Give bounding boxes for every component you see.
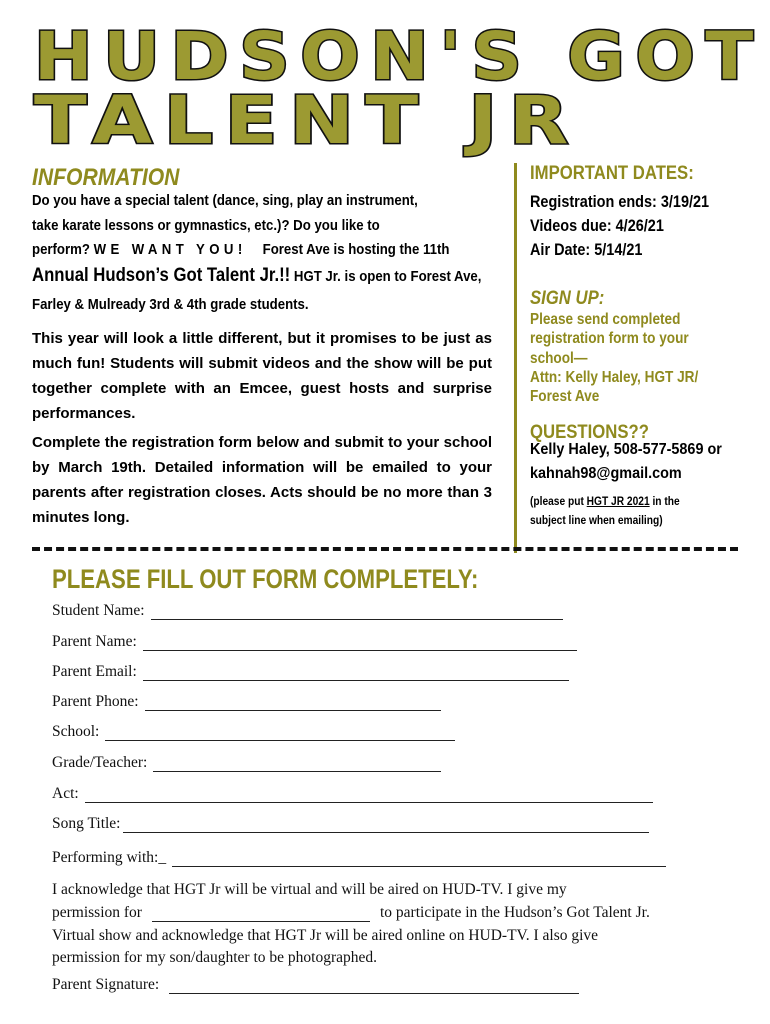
performing-with-field[interactable]	[52, 849, 666, 867]
info-perform-text: perform?	[32, 241, 90, 258]
performing-with-blank[interactable]	[172, 852, 666, 867]
questions-heading: QUESTIONS??	[530, 422, 649, 443]
parent-email-blank[interactable]	[143, 666, 569, 681]
field-label: Parent Name:	[52, 633, 137, 650]
date-item: Videos due: 4/26/21	[530, 216, 664, 235]
ack-text: permission for	[52, 904, 142, 921]
info-line	[32, 265, 481, 287]
email-note-line-2: subject line when emailing)	[530, 513, 663, 527]
field-label: Song Title:	[52, 815, 121, 832]
sign-up-line: school—	[530, 350, 588, 367]
info-line: Do you have a special talent (dance, sing, play an instrument,	[32, 192, 418, 209]
parent-name-field[interactable]	[52, 633, 577, 651]
field-label: Parent Signature:	[52, 976, 160, 993]
parent-phone-blank[interactable]	[145, 696, 441, 711]
we-want-you-text: WE WANT YOU!	[93, 241, 247, 258]
parent-email-field[interactable]	[52, 663, 569, 681]
grade-teacher-field[interactable]	[52, 754, 441, 772]
important-dates-heading: IMPORTANT DATES:	[530, 163, 694, 184]
date-item: Air Date: 5/14/21	[530, 240, 643, 259]
sign-up-line: Forest Ave	[530, 388, 600, 405]
info-line	[32, 241, 449, 258]
acknowledgement-line: Virtual show and acknowledge that HGT Jr will be aired online on HUD-TV. I also give	[52, 927, 599, 944]
acknowledgement-line	[52, 904, 650, 922]
parent-signature-blank[interactable]	[169, 979, 579, 994]
grade-teacher-blank[interactable]	[153, 757, 441, 772]
date-item: Registration ends: 3/19/21	[530, 192, 710, 211]
acknowledgement-line: I acknowledge that HGT Jr will be virtual and will be aired on HUD-TV. I give my	[52, 881, 567, 898]
song-title-blank[interactable]	[123, 818, 649, 833]
acknowledgement-line: permission for my son/daughter to be photographed.	[52, 949, 378, 966]
sign-up-heading: SIGN UP:	[530, 288, 605, 309]
sign-up-line: Attn: Kelly Haley, HGT JR/	[530, 369, 699, 386]
info-paragraph-2: This year will look a little different, but it promises to be just as much fun! Students will submit videos and the show will be put together complete with an Emcee, guest hosts and surprise performances.	[32, 330, 492, 422]
parent-signature-field[interactable]	[52, 976, 579, 994]
title-line-2: TALENT JR	[34, 82, 581, 159]
cut-line-divider	[32, 547, 738, 551]
annual-hgt-text: Annual Hudson’s Got Talent Jr.!!	[32, 265, 291, 286]
information-heading: INFORMATION	[32, 164, 180, 191]
info-line: Farley & Mulready 3rd & 4th grade students.	[32, 296, 309, 313]
song-title-field[interactable]	[52, 815, 649, 833]
parent-phone-field[interactable]	[52, 693, 441, 711]
info-line: take karate lessons or gymnastics, etc.)? Do you like to	[32, 217, 380, 234]
ack-text: to participate in the Hudson’s Got Talent Jr.	[379, 904, 650, 921]
column-divider	[514, 163, 517, 553]
student-name-blank[interactable]	[151, 605, 563, 620]
field-label: Parent Email:	[52, 663, 137, 680]
act-field[interactable]	[52, 785, 653, 803]
contact-email: kahnah98@gmail.com	[530, 465, 682, 482]
sign-up-line: Please send completed	[530, 311, 681, 328]
school-field[interactable]	[52, 723, 455, 741]
info-paragraph-3: Complete the registration form below and submit to your school by March 19th. Detailed information will be emailed to your parents after registration closes. Acts should be no more than 3 minutes long.	[32, 434, 492, 526]
parent-name-blank[interactable]	[143, 636, 577, 651]
email-note-subject: HGT JR 2021	[586, 494, 650, 508]
email-note-text: in the	[649, 494, 680, 508]
email-note-text: (please put	[530, 494, 587, 508]
act-blank[interactable]	[85, 788, 653, 803]
title-line-1: HUDSON'S GOT	[34, 18, 764, 95]
contact-line: Kelly Haley, 508-577-5869 or	[530, 441, 722, 458]
field-label: Student Name:	[52, 602, 145, 619]
form-heading: PLEASE FILL OUT FORM COMPLETELY:	[52, 564, 479, 594]
field-label: Grade/Teacher:	[52, 754, 148, 771]
field-label: Parent Phone:	[52, 693, 139, 710]
field-label: Act:	[52, 785, 79, 802]
sign-up-line: registration form to your	[530, 330, 689, 347]
field-label: Performing with:_	[52, 849, 167, 866]
field-label: School:	[52, 723, 100, 740]
child-name-blank[interactable]	[152, 907, 370, 922]
student-name-field[interactable]	[52, 602, 563, 620]
school-blank[interactable]	[105, 726, 455, 741]
info-open-text: HGT Jr. is open to Forest Ave,	[290, 268, 482, 285]
info-hosting-text: Forest Ave is hosting the 11th	[262, 241, 450, 258]
email-note	[530, 494, 680, 508]
